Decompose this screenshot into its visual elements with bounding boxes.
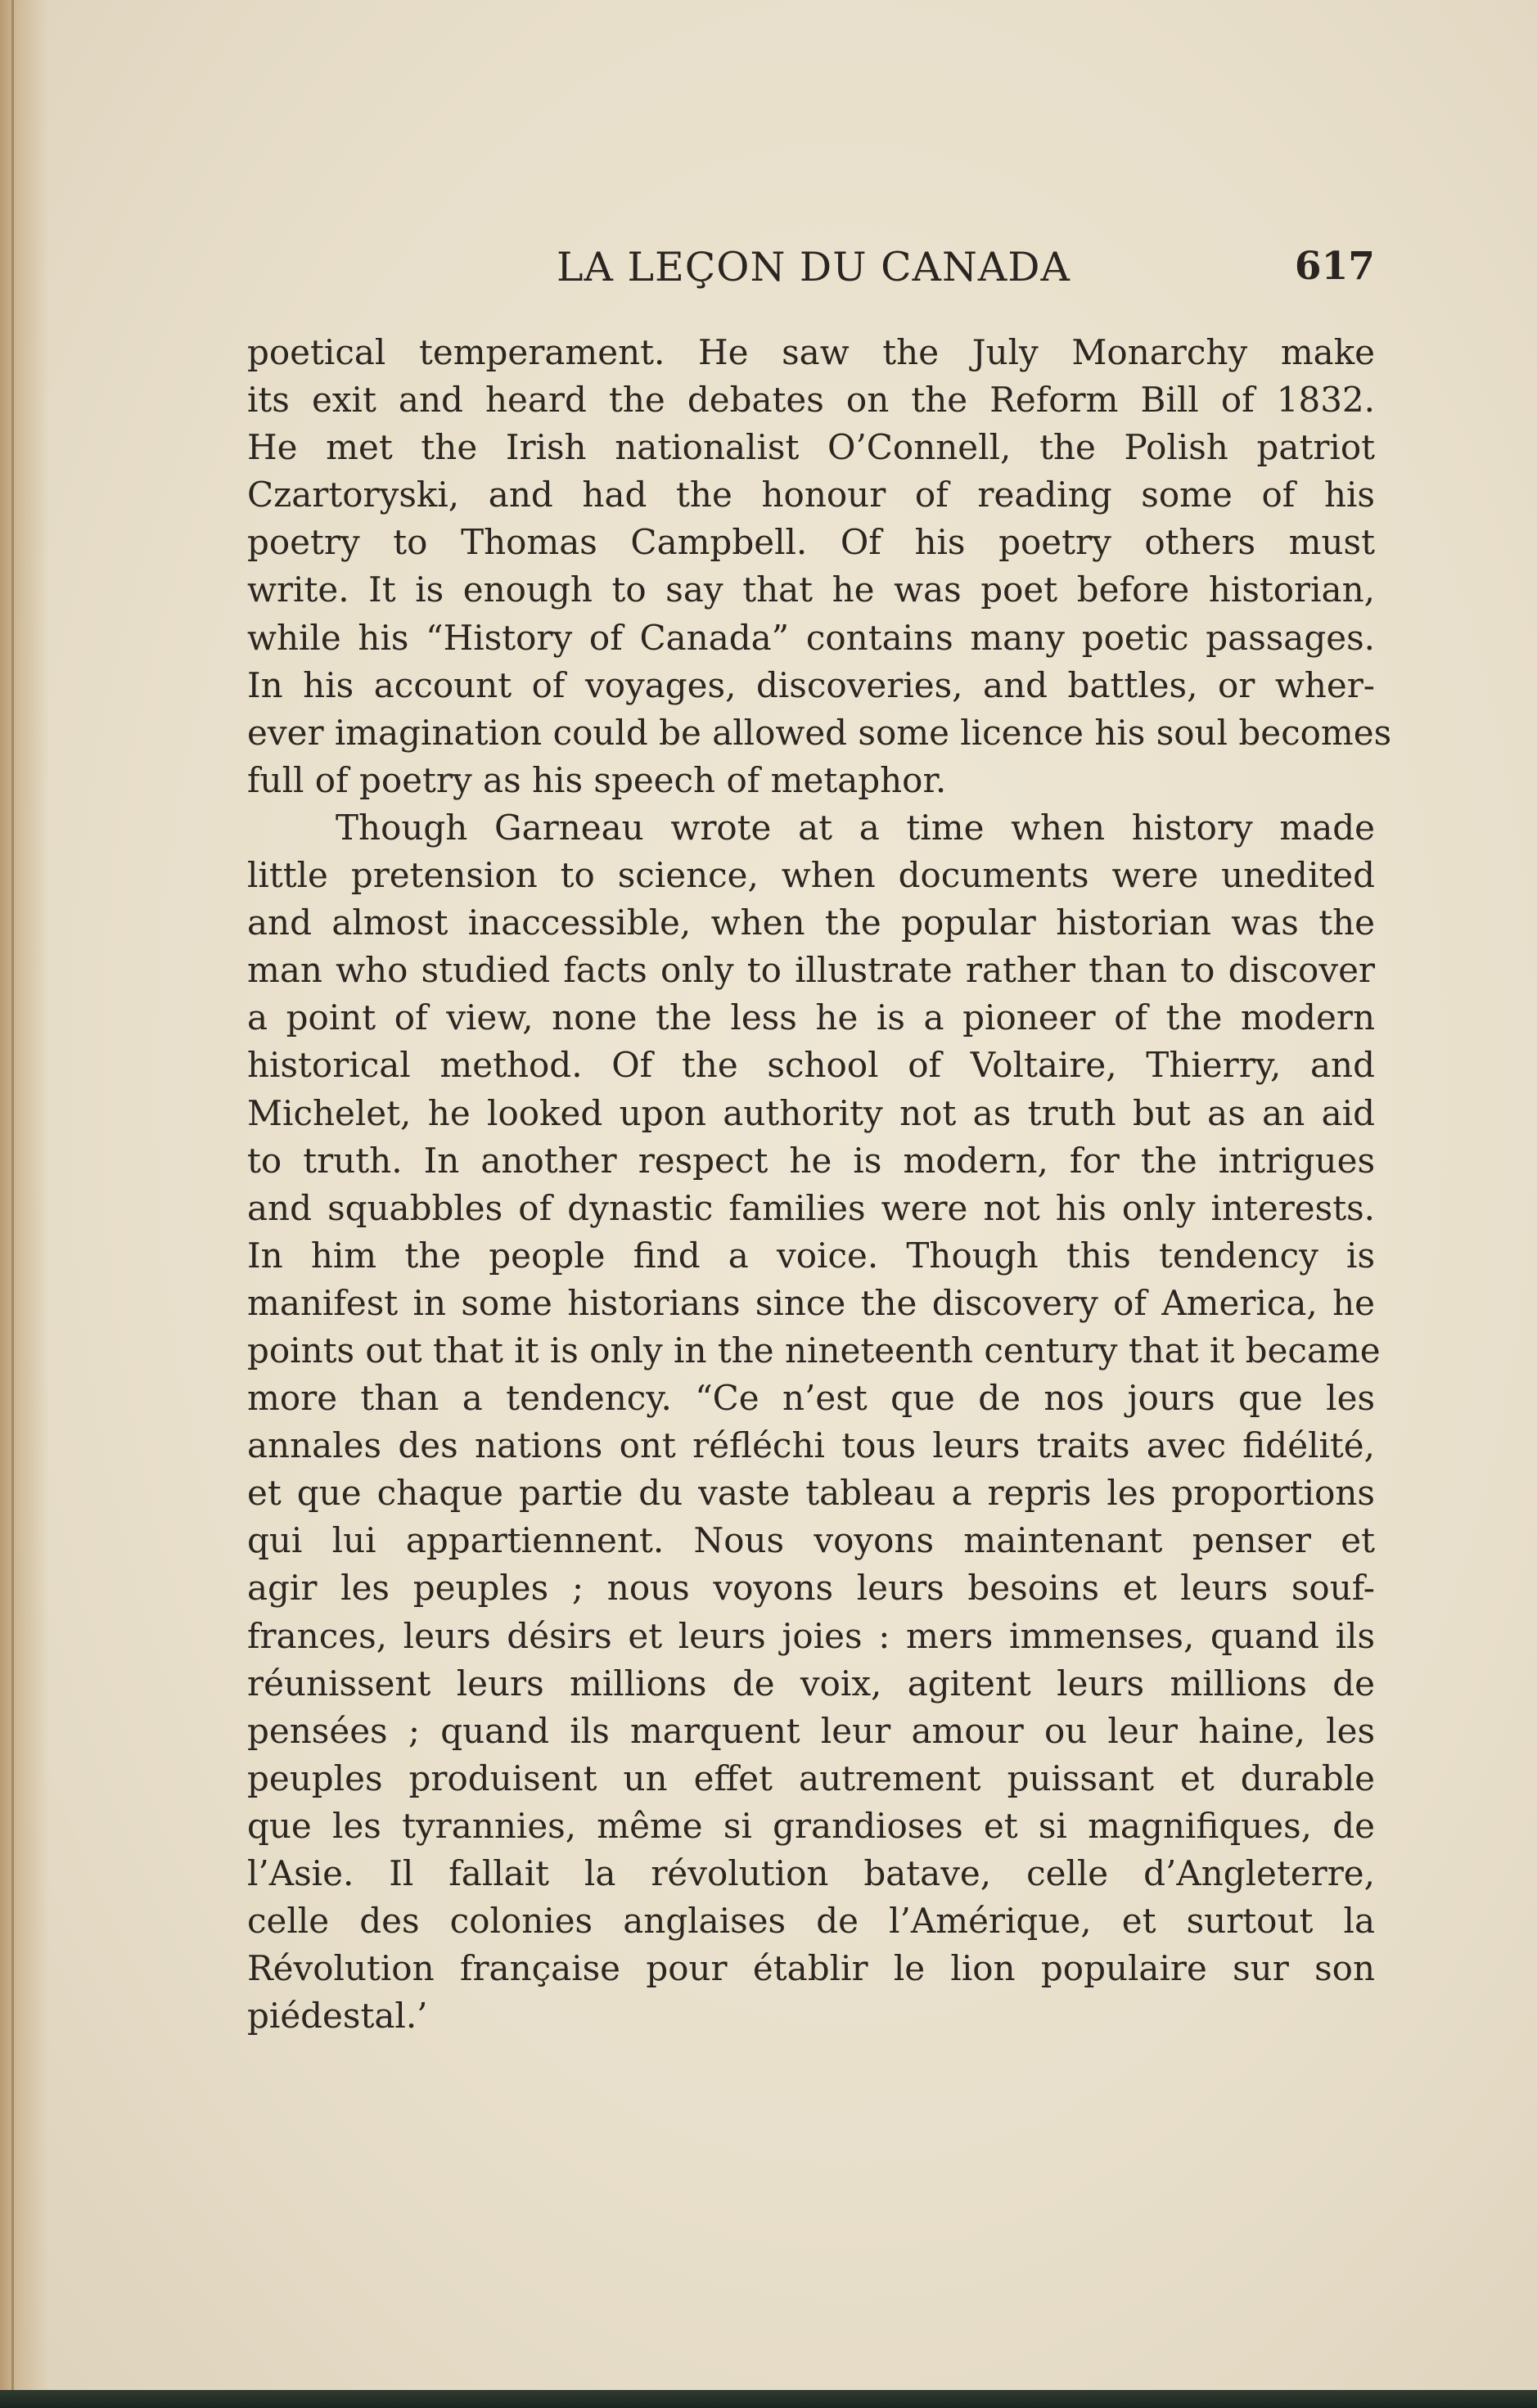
- page-binding-shadow: [0, 0, 49, 2408]
- text-line: while his “History of Canada” contains many poetic passages.: [247, 617, 1375, 658]
- text-line: a point of view, none the less he is a pioneer of the modern: [247, 997, 1375, 1038]
- text-line: In him the people find a voice. Though this tendency is: [247, 1235, 1375, 1276]
- text-line: annales des nations ont réfléchi tous leurs traits avec fidélité,: [247, 1425, 1375, 1466]
- text-line: Michelet, he looked upon authority not as truth but as an aid: [247, 1092, 1375, 1133]
- text-line: ever imagination could be allowed some licence his soul becomes: [247, 712, 1392, 753]
- text-line: manifest in some historians since the discovery of America, he: [247, 1282, 1375, 1323]
- text-line: piédestal.’: [247, 1996, 428, 2037]
- text-line: Révolution française pour établir le lion populaire sur son: [247, 1948, 1375, 1989]
- text-line: l’Asie. Il fallait la révolution batave, celle d’Angleterre,: [247, 1853, 1375, 1893]
- text-line: its exit and heard the debates on the Reform Bill of 1832.: [247, 380, 1375, 421]
- page-header: [246, 244, 1375, 301]
- text-line: pensées ; quand ils marquent leur amour ou leur haine, les: [247, 1710, 1375, 1751]
- page-binding-edge: [11, 0, 14, 2408]
- text-line: full of poetry as his speech of metaphor.: [247, 759, 947, 800]
- page-number: 617: [1294, 244, 1375, 289]
- text-line: et que chaque partie du vaste tableau a repris les proportions: [247, 1473, 1375, 1514]
- text-line: poetical temperament. He saw the July Monarchy make: [247, 332, 1375, 372]
- text-line: réunissent leurs millions de voix, agitent leurs millions de: [247, 1663, 1375, 1704]
- body-text: [247, 329, 1392, 2040]
- text-line: and almost inaccessible, when the popular historian was the: [247, 902, 1375, 943]
- text-line: Czartoryski, and had the honour of reading some of his: [247, 475, 1375, 515]
- page-bottom-edge: [0, 2390, 1537, 2408]
- running-title: LA LEÇON DU CANADA: [557, 244, 1070, 290]
- text-line: more than a tendency. “Ce n’est que de nos jours que les: [247, 1378, 1375, 1419]
- text-line: qui lui appartiennent. Nous voyons maintenant penser et: [247, 1520, 1375, 1561]
- text-line: frances, leurs désirs et leurs joies : mers immenses, quand ils: [247, 1615, 1375, 1656]
- text-line: agir les peuples ; nous voyons leurs besoins et leurs souf-: [247, 1568, 1375, 1609]
- text-line: points out that it is only in the nineteenth century that it became: [247, 1330, 1381, 1371]
- text-line: que les tyrannies, même si grandioses et si magnifiques, de: [247, 1805, 1375, 1846]
- text-line: historical method. Of the school of Voltaire, Thierry, and: [247, 1045, 1375, 1086]
- text-line: write. It is enough to say that he was poet before historian,: [247, 569, 1375, 610]
- text-line: man who studied facts only to illustrate rather than to discover: [247, 950, 1375, 991]
- paragraph-start-line: Though Garneau wrote at a time when history made: [336, 807, 1375, 848]
- text-line: In his account of voyages, discoveries, and battles, or wher-: [247, 664, 1375, 705]
- text-line: to truth. In another respect he is modern, for the intrigues: [247, 1140, 1375, 1181]
- text-line: little pretension to science, when documents were unedited: [247, 855, 1375, 896]
- text-line: celle des colonies anglaises de l’Amérique, et surtout la: [247, 1901, 1375, 1942]
- text-line: and squabbles of dynastic families were not his only interests.: [247, 1187, 1375, 1228]
- text-line: poetry to Thomas Campbell. Of his poetry others must: [247, 522, 1375, 563]
- text-line: peuples produisent un effet autrement puissant et durable: [247, 1758, 1375, 1798]
- text-line: He met the Irish nationalist O’Connell, the Polish patriot: [247, 427, 1375, 468]
